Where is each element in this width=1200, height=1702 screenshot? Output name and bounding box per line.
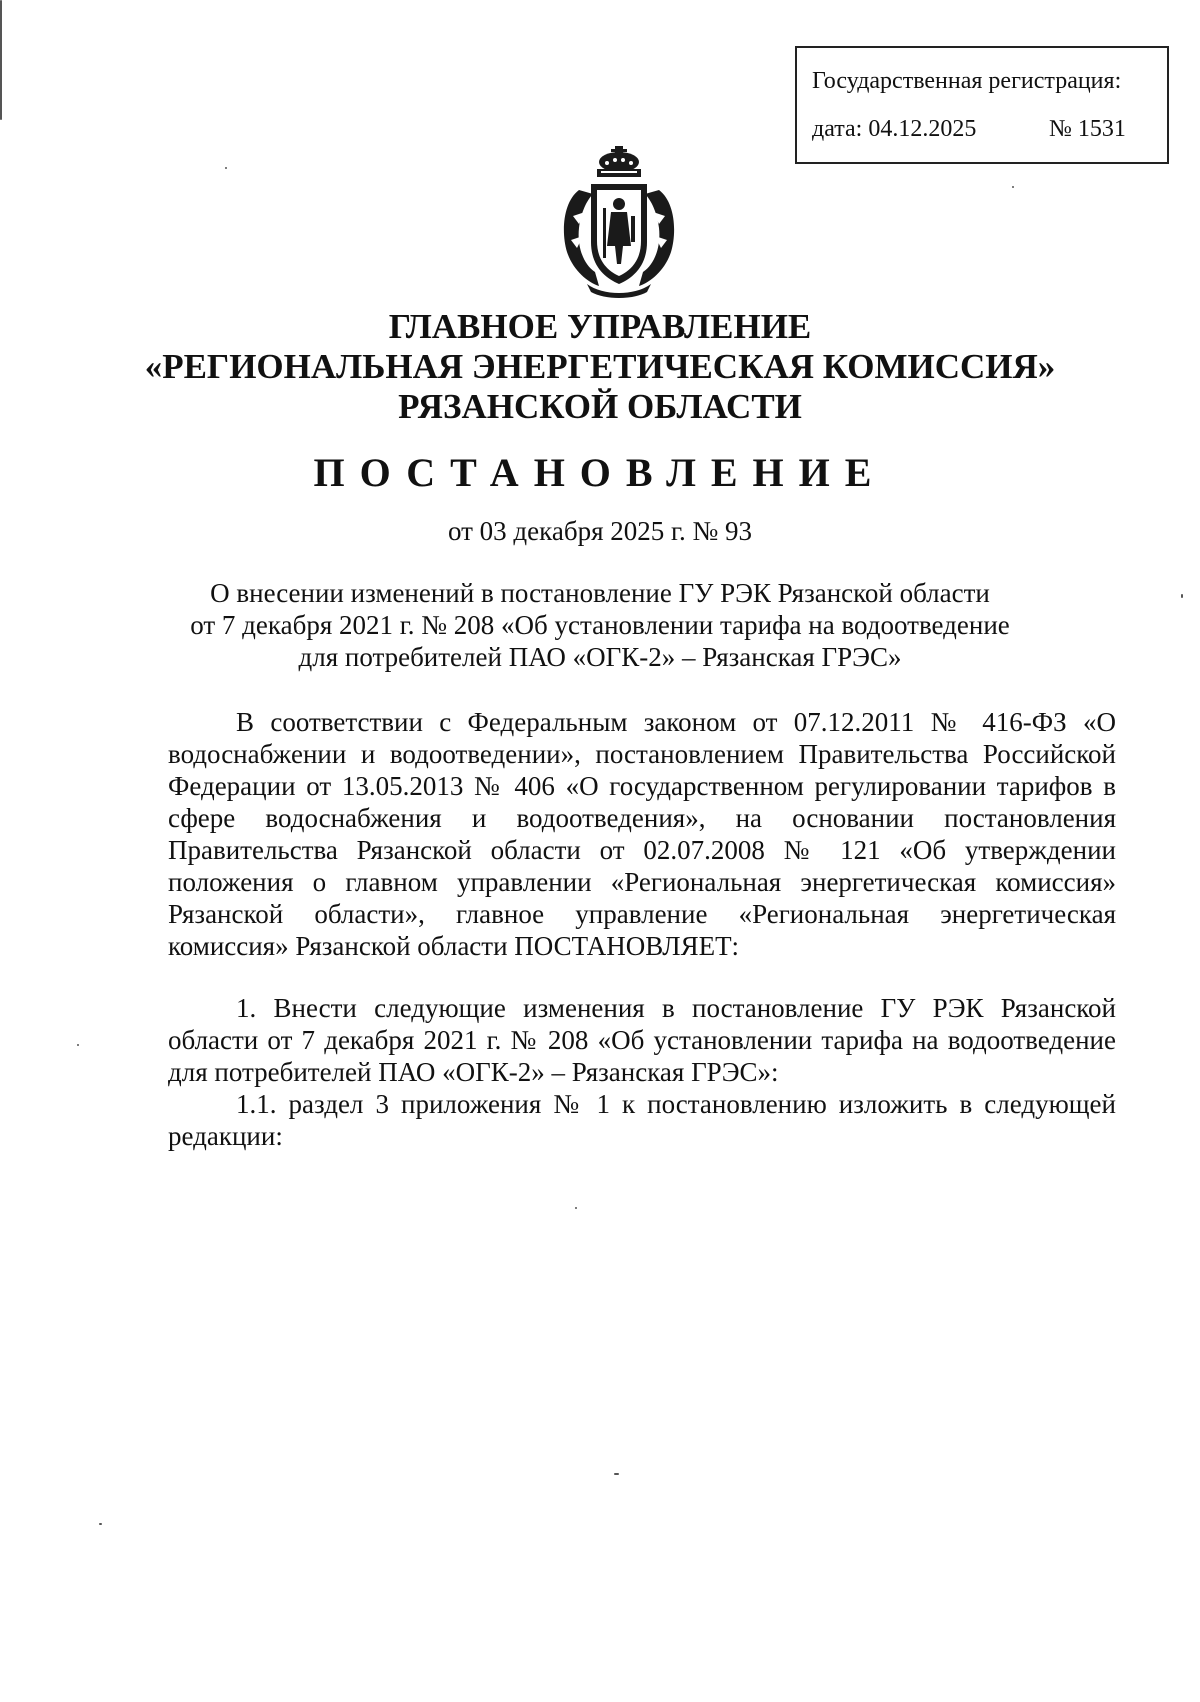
subject-line-1: О внесении изменений в постановление ГУ РЭК Рязанской области — [210, 578, 990, 608]
item-1-1-paragraph: 1.1. раздел 3 приложения № 1 к постановлению изложить в следующей редакции: — [168, 1089, 1116, 1151]
registration-title: Государственная регистрация: — [812, 68, 1122, 94]
scan-speck — [575, 1207, 577, 1209]
scan-speck — [77, 1044, 79, 1046]
registration-date: дата: 04.12.2025 — [812, 116, 977, 142]
decree-date: от 03 декабря 2025 г. № 93 — [447, 516, 753, 546]
item-1-paragraph: 1. Внести следующие изменения в постановление ГУ РЭК Рязанской области от 7 декабря 2021 г. № 208 «Об установлении тарифа на водоотведение для потребителей ПАО «ОГК-2» – Рязанская ГРЭС»: — [168, 993, 1116, 1087]
registration-number: № 1531 — [1049, 116, 1126, 142]
decree-title: ПОСТАНОВЛЕНИЕ — [313, 450, 887, 495]
scan-speck — [1181, 594, 1183, 598]
subject-line-2: от 7 декабря 2021 г. № 208 «Об установлении тарифа на водоотведение — [190, 610, 1010, 640]
ryazan-coat-of-arms-icon — [559, 146, 679, 298]
organization-line-1: ГЛАВНОЕ УПРАВЛЕНИЕ — [388, 307, 812, 346]
scan-speck — [99, 1523, 102, 1525]
scan-speck — [1012, 186, 1014, 188]
subject-line-3: для потребителей ПАО «ОГК-2» – Рязанская ГРЭС» — [298, 642, 902, 672]
organization-line-3: РЯЗАНСКОЙ ОБЛАСТИ — [398, 387, 802, 426]
organization-line-2: «РЕГИОНАЛЬНАЯ ЭНЕРГЕТИЧЕСКАЯ КОМИССИЯ» — [144, 347, 1056, 386]
registration-stamp — [795, 46, 1169, 164]
scan-speck — [225, 167, 227, 169]
organization-title — [100, 307, 1100, 427]
decree-body — [168, 706, 1116, 1152]
scan-speck — [0, 0, 2, 120]
preamble-paragraph: В соответствии с Федеральным законом от 07.12.2011 № 416-ФЗ «О водоснабжении и водоотведении», постановлением Правительства Российской Федерации от 13.05.2013 № 406 «О государственном регулировании тарифов в сфере водоснабжения и водоотведения», на основании постановления Правительства Рязанской области от 02.07.2008 № 121 «Об утверждении положения о главном управлении «Региональная энергетическая комиссия» Рязанской области», главное управление «Региональная энергетическая комиссия» Рязанской области ПОСТАНОВЛЯЕТ: — [168, 707, 1116, 961]
scan-speck — [614, 1473, 619, 1475]
decree-subject — [100, 577, 1100, 673]
